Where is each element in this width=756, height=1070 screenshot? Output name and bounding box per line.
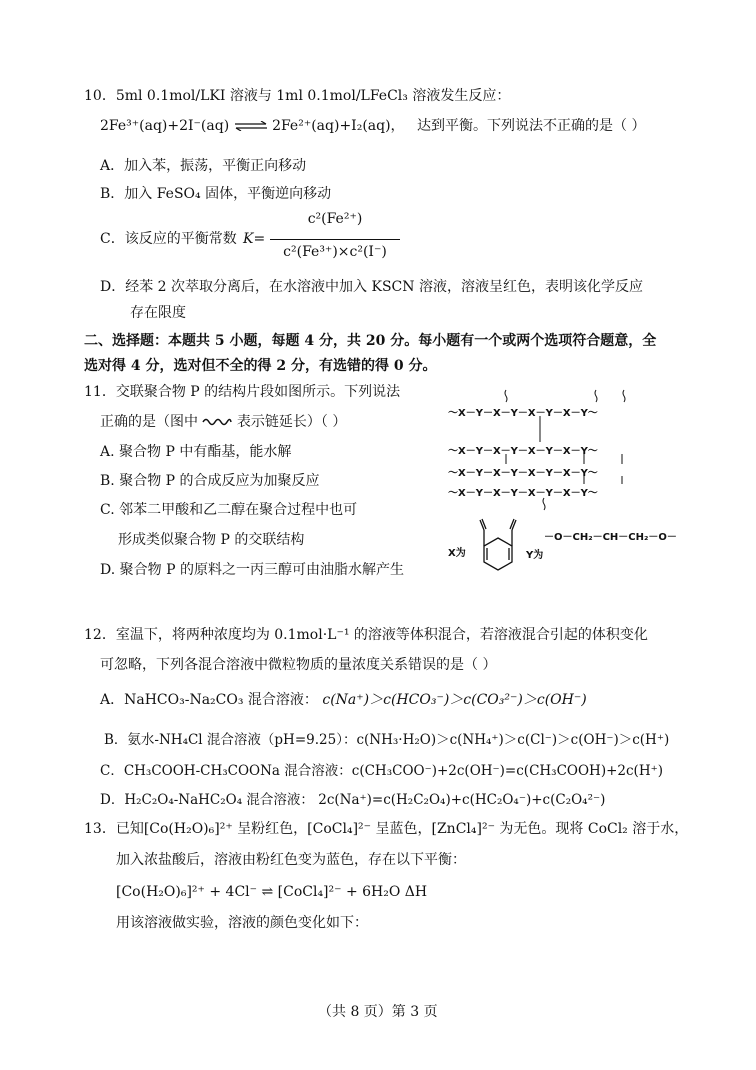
q10-option-b: B．加入 FeSO₄ 固体，平衡逆向移动 <box>100 186 332 202</box>
q11-option-c-line1: C. 邻苯二甲酸和乙二醇在聚合过程中也可 <box>100 502 358 518</box>
equilibrium-arrow-icon <box>234 121 268 131</box>
q13-stem-line3: 用该溶液做实验，溶液的颜色变化如下： <box>116 915 368 931</box>
q13-equilibrium: [Co(H₂O)₆]²⁺ + 4Cl⁻ ⇌ [CoCl₄]²⁻ + 6H₂O ΔH <box>116 884 428 900</box>
wavy-chain-icon <box>202 417 232 427</box>
fig-chain-1: ～X－Y－X－Y－X－Y－X－Y～ <box>448 408 598 419</box>
q10-k-symbol: K= <box>243 231 266 247</box>
fig-chain-3: ～X－Y－X－Y－X－Y－X－Y～ <box>448 468 598 479</box>
q11-polymer-figure <box>448 388 677 578</box>
fig-x-label: X为 <box>448 548 466 559</box>
q11-stem-line1: 11．交联聚合物 P 的结构片段如图所示。下列说法 <box>84 384 401 400</box>
q10-reaction <box>100 116 645 136</box>
q10-option-d-line2: 存在限度 <box>130 305 186 321</box>
q11-option-c-line2: 形成类似聚合物 P 的交联结构 <box>118 532 305 548</box>
q13-stem-line1: 13．已知[Co(H₂O)₆]²⁺ 呈粉红色，[CoCl₄]²⁻ 呈蓝色，[ZnCl₄]²⁻ 为无色。现将 CoCl₂ 溶于水， <box>84 821 689 837</box>
q12-option-d: D．H₂C₂O₄-NaHC₂O₄ 混合溶液： 2c(Na⁺)=c(H₂C₂O₄)+c(HC₂O₄⁻)+c(C₂O₄²⁻) <box>100 792 606 808</box>
fig-chain-2: ～X－Y－X－Y－X－Y－X－Y～ <box>448 446 598 457</box>
q10-stem: 10．5ml 0.1mol/LKI 溶液与 1ml 0.1mol/LFeCl₃ 溶液发生反应： <box>84 88 511 104</box>
q10-reaction-tail: 达到平衡。下列说法不正确的是（ ） <box>417 118 646 134</box>
fig-y-formula: －O－CH₂－CH－CH₂－O－ <box>544 532 677 543</box>
fig-y-label: Y为 <box>526 550 544 561</box>
page-footer: （共 8 页）第 3 页 <box>318 1004 438 1020</box>
q12-option-a-label: A．NaHCO₃-Na₂CO₃ 混合溶液： <box>100 692 318 708</box>
fig-crosslinks <box>448 388 668 518</box>
q12-option-a-relation: c(Na⁺)＞c(HCO₃⁻)＞c(CO₃²⁻)＞c(OH⁻) <box>322 692 587 708</box>
fig-chain-4: ～X－Y－X－Y－X－Y－X－Y～ <box>448 488 598 499</box>
q10-option-d-line1: D．经苯 2 次萃取分离后，在水溶液中加入 KSCN 溶液，溶液呈红色，表明该化学反应 <box>100 279 643 295</box>
q12-option-c: C．CH₃COOH-CH₃COONa 混合溶液：c(CH₃COO⁻)+2c(OH⁻)=c(CH₃COOH)+2c(H⁺) <box>100 763 663 779</box>
q10-reaction-left: 2Fe³⁺(aq)+2I⁻(aq) <box>100 118 230 134</box>
q10-k-denominator: c²(Fe³⁺)×c²(I⁻) <box>283 244 387 260</box>
q10-option-c-label: C．该反应的平衡常数 <box>100 231 237 247</box>
q11-option-d: D. 聚合物 P 的原料之一丙三醇可由油脂水解产生 <box>100 562 404 578</box>
q10-k-numerator: c²(Fe²⁺) <box>307 211 363 227</box>
q13-stem-line2: 加入浓盐酸后，溶液由粉红色变为蓝色，存在以下平衡： <box>116 852 466 868</box>
q12-option-a <box>100 690 587 710</box>
q12-option-b: B．氨水-NH₄Cl 混合溶液（pH=9.25）：c(NH₃·H₂O)＞c(NH₄⁺)＞c(Cl⁻)＞c(OH⁻)＞c(H⁺) <box>104 732 670 748</box>
section2-header-line1: 二、选择题：本题共 5 小题，每题 4 分，共 20 分。每小题有一个或两个选项符合题意，全 <box>84 333 657 349</box>
q10-option-a: A．加入苯，振荡，平衡正向移动 <box>100 158 307 174</box>
q12-stem-line2: 可忽略，下列各混合溶液中微粒物质的量浓度关系错误的是（ ） <box>100 657 497 673</box>
q10-k-fraction-bar <box>270 239 400 240</box>
q11-stem-part1: 正确的是（图中 <box>100 414 198 430</box>
q11-stem-part2: 表示链延长）（ ） <box>236 414 347 430</box>
q10-reaction-right: 2Fe²⁺(aq)+I₂(aq)， <box>272 118 405 134</box>
q11-option-b: B. 聚合物 P 的合成反应为加聚反应 <box>100 473 320 489</box>
section2-header-line2: 选对得 4 分，选对但不全的得 2 分，有选错的得 0 分。 <box>84 358 437 374</box>
q11-option-a: A. 聚合物 P 中有酯基，能水解 <box>100 444 292 460</box>
q11-stem-line2 <box>100 412 346 432</box>
q12-stem-line1: 12．室温下，将两种浓度均为 0.1mol·L⁻¹ 的溶液等体积混合，若溶液混合引起的体积变化 <box>84 627 648 643</box>
